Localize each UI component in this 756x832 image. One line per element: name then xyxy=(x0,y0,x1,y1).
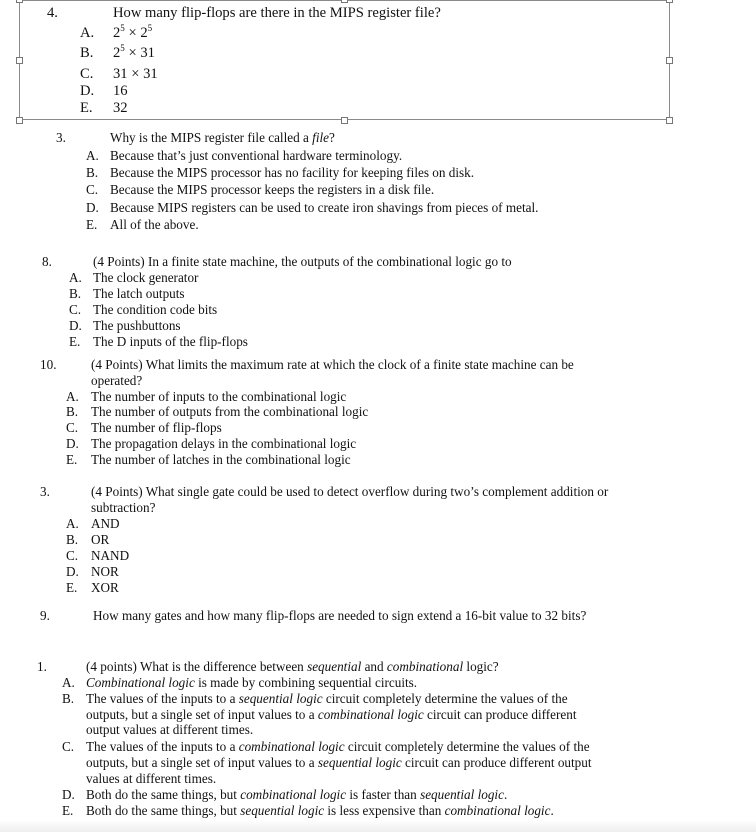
resize-handle-middle-right[interactable] xyxy=(666,57,673,64)
option-letter: D. xyxy=(66,436,79,451)
option-letter: C. xyxy=(69,302,82,317)
question-prompt-continued: operated? xyxy=(91,373,143,388)
question-number: 1. xyxy=(37,659,47,674)
option-letter: B. xyxy=(66,532,79,547)
option-text: Because the MIPS processor has no facility for keeping files on disk. xyxy=(110,165,475,180)
option-letter: D. xyxy=(69,318,82,333)
page-bottom-edge xyxy=(0,820,756,832)
option-letter: E. xyxy=(66,452,78,467)
option-letter: C. xyxy=(62,739,75,754)
option-text: $2^5 \times 31$ xyxy=(113,43,155,61)
option-text: All of the above. xyxy=(110,217,199,232)
question-prompt: (4 points) What is the difference between sequential and combinational logic? xyxy=(86,659,499,674)
question-number: 4. xyxy=(47,5,58,21)
option-text: The values of the inputs to a sequential logic circuit completely determine the values of the xyxy=(86,691,568,706)
option-text: 31 × 31 xyxy=(113,66,158,82)
option-letter: B. xyxy=(66,404,79,419)
option-text: Because MIPS registers can be used to create iron shavings from pieces of metal. xyxy=(110,200,539,215)
question-prompt: Why is the MIPS register file called a file? xyxy=(110,130,335,145)
option-letter: D. xyxy=(80,83,95,99)
question-prompt: How many gates and how many flip-flops are needed to sign extend a 16-bit value to 32 bits? xyxy=(93,608,587,623)
option-letter: E. xyxy=(66,580,78,595)
option-text: XOR xyxy=(91,580,119,595)
resize-handle-middle-left[interactable] xyxy=(16,57,23,64)
option-letter: E. xyxy=(80,100,93,116)
option-text: AND xyxy=(91,516,120,531)
option-text: NAND xyxy=(91,548,130,563)
option-letter: B. xyxy=(80,45,94,61)
option-text: 16 xyxy=(113,83,128,99)
option-letter: B. xyxy=(69,286,82,301)
resize-handle-bottom-center[interactable] xyxy=(341,117,348,124)
option-text: Both do the same things, but sequential logic is less expensive than combinational logic. xyxy=(86,803,554,818)
option-text: 32 xyxy=(113,100,128,116)
option-letter: C. xyxy=(86,182,99,197)
resize-handle-top-right[interactable] xyxy=(666,0,673,3)
option-text: The number of inputs to the combinational logic xyxy=(91,389,347,404)
option-letter: E. xyxy=(86,217,98,232)
question-number: 9. xyxy=(40,608,50,623)
option-text: The number of flip-flops xyxy=(91,420,222,435)
option-letter: A. xyxy=(62,675,75,690)
option-text-continued: values at different times. xyxy=(86,771,217,786)
option-text: OR xyxy=(91,532,110,547)
option-letter: D. xyxy=(62,787,75,802)
option-text: The latch outputs xyxy=(93,286,185,301)
option-letter: D. xyxy=(86,200,99,215)
question-number: 10. xyxy=(40,357,57,372)
question-number: 8. xyxy=(42,254,52,269)
option-letter: B. xyxy=(62,691,75,706)
option-text: The number of latches in the combinational logic xyxy=(91,452,351,467)
option-text: The values of the inputs to a combinational logic circuit completely determine the values of the xyxy=(86,739,590,754)
option-letter: A. xyxy=(66,516,79,531)
option-text: The condition code bits xyxy=(93,302,218,317)
resize-handle-bottom-right[interactable] xyxy=(666,117,673,124)
option-letter: D. xyxy=(66,564,79,579)
option-text: Because that’s just conventional hardware terminology. xyxy=(110,148,403,163)
question-prompt-continued: subtraction? xyxy=(91,500,156,515)
option-text: Combinational logic is made by combining sequential circuits. xyxy=(86,675,418,690)
option-text: The pushbuttons xyxy=(93,318,181,333)
option-letter: C. xyxy=(66,548,79,563)
resize-handle-top-left[interactable] xyxy=(16,0,23,3)
option-text: The clock generator xyxy=(93,270,199,285)
option-letter: C. xyxy=(80,66,94,82)
question-number: 3. xyxy=(40,484,50,499)
question-prompt: (4 Points) What limits the maximum rate at which the clock of a finite state machine can be xyxy=(91,357,574,372)
option-text: Both do the same things, but combinational logic is faster than sequential logic. xyxy=(86,787,508,802)
option-letter: E. xyxy=(62,803,74,818)
question-prompt: (4 Points) What single gate could be used to detect overflow during two’s complement addition or xyxy=(91,484,609,499)
option-text-continued: outputs, but a single set of input values to a combinational logic circuit can produce different xyxy=(86,707,577,722)
option-letter: A. xyxy=(86,148,99,163)
option-letter: C. xyxy=(66,420,79,435)
option-letter: E. xyxy=(69,334,81,349)
option-text-continued: output values at different times. xyxy=(86,722,254,737)
option-text-continued: outputs, but a single set of input values to a sequential logic circuit can produce different output xyxy=(86,755,592,770)
question-number: 3. xyxy=(56,130,66,145)
option-letter: A. xyxy=(66,389,79,404)
resize-handle-bottom-left[interactable] xyxy=(16,117,23,124)
option-text: Because the MIPS processor keeps the registers in a disk file. xyxy=(110,182,435,197)
option-letter: A. xyxy=(69,270,82,285)
option-text: NOR xyxy=(91,564,119,579)
option-text: The D inputs of the flip-flops xyxy=(93,334,248,349)
option-letter: B. xyxy=(86,165,99,180)
question-prompt: How many flip-flops are there in the MIPS register file? xyxy=(113,5,441,21)
option-text: $2^5 \times 2^5$ xyxy=(113,23,153,41)
option-text: The number of outputs from the combinational logic xyxy=(91,404,369,419)
option-letter: A. xyxy=(80,25,95,41)
resize-handle-top-center[interactable] xyxy=(341,0,348,3)
question-prompt: (4 Points) In a finite state machine, the outputs of the combinational logic go to xyxy=(93,254,512,269)
option-text: The propagation delays in the combinational logic xyxy=(91,436,357,451)
